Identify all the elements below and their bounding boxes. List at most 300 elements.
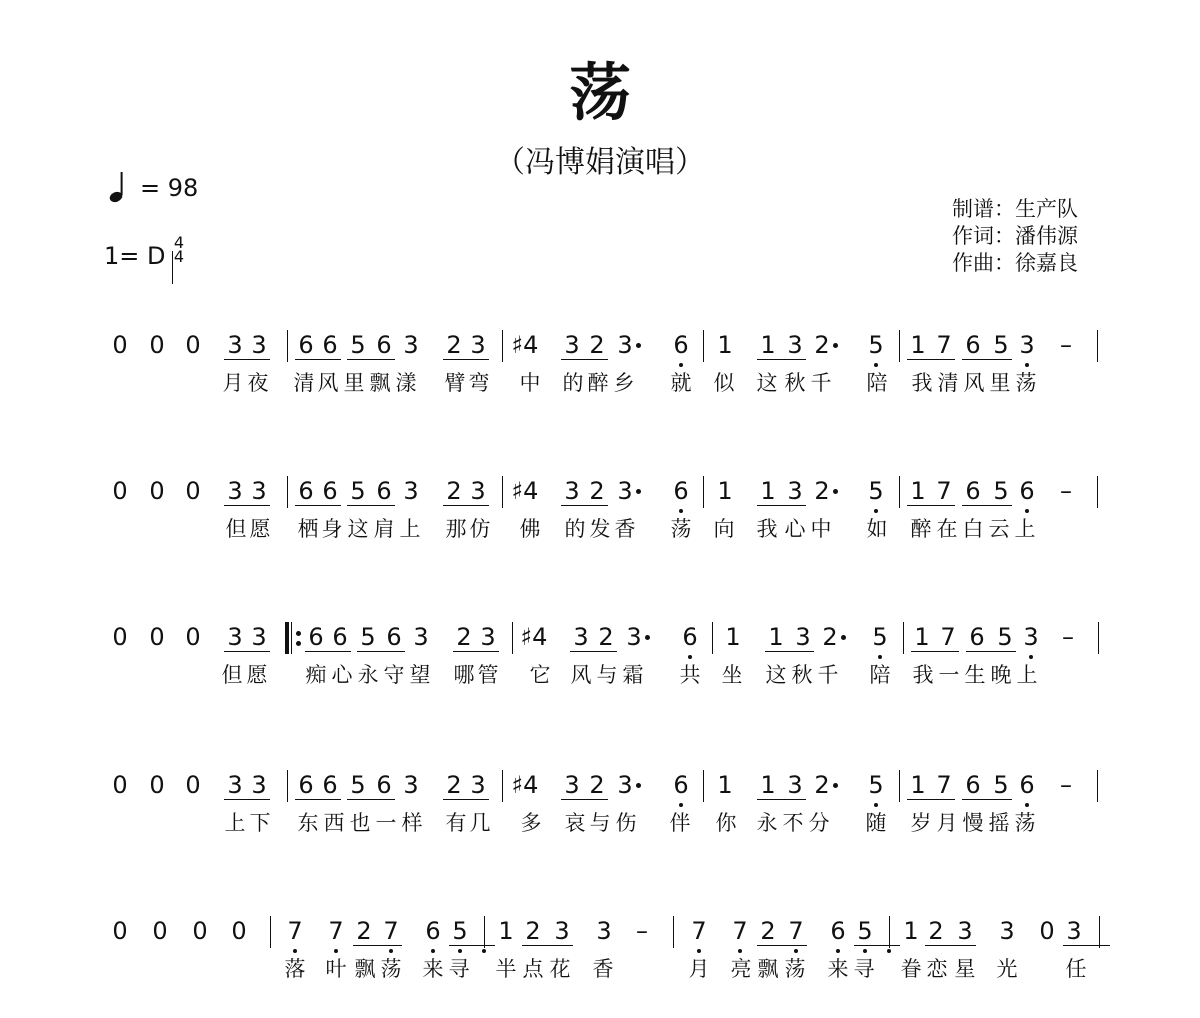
lyric-char: 中 xyxy=(810,517,832,541)
lyric-char: 分 xyxy=(808,811,830,835)
note: 3 xyxy=(227,771,243,799)
underline-beam xyxy=(347,799,395,800)
lyric-char: 霜 xyxy=(622,663,644,687)
lyric-char: 你 xyxy=(715,811,737,835)
underline-beam xyxy=(757,505,806,506)
lyric-char: 但 xyxy=(221,663,243,687)
underline-beam xyxy=(911,651,959,652)
lyric-char: 身 xyxy=(321,517,343,541)
note: 6 xyxy=(308,623,324,651)
time-signature xyxy=(172,233,186,266)
underline-beam xyxy=(443,359,489,360)
barline xyxy=(1099,916,1100,948)
note: 0 xyxy=(185,771,201,799)
lyric-char: 伤 xyxy=(615,811,637,835)
lyric-char: 佛 xyxy=(519,517,541,541)
lyric-char: 生 xyxy=(964,663,986,687)
barline xyxy=(287,330,288,362)
note: 1 xyxy=(717,331,733,359)
lyric-char: 守 xyxy=(383,663,405,687)
note: 3 xyxy=(403,331,419,359)
note: 2 xyxy=(446,477,462,505)
key-text: 1= D xyxy=(104,242,166,270)
lyric-char: 慢 xyxy=(962,811,984,835)
low-octave-dot xyxy=(334,949,338,953)
augmentation-dot xyxy=(636,489,641,494)
lyric-char: 肩 xyxy=(373,517,395,541)
note: ♯4 xyxy=(520,623,548,651)
note: ♯4 xyxy=(511,477,539,505)
barline xyxy=(703,476,704,508)
note: 3 xyxy=(999,917,1015,945)
note: 2 xyxy=(446,771,462,799)
underline-beam xyxy=(453,651,499,652)
note: 7 xyxy=(691,917,707,945)
lyric-char: 在 xyxy=(936,517,958,541)
lyric-char: 花 xyxy=(549,957,571,981)
note: 2 xyxy=(598,623,614,651)
lyric-char: 上 xyxy=(399,517,421,541)
lyric-char: 任 xyxy=(1065,957,1087,981)
underline-beam xyxy=(570,651,617,652)
note: 3 xyxy=(787,771,803,799)
note: 5 xyxy=(868,477,884,505)
song-title: 荡 xyxy=(568,56,631,129)
lyric-char: 光 xyxy=(996,957,1018,981)
lyric-char: 似 xyxy=(713,371,735,395)
barline xyxy=(502,476,503,508)
barline xyxy=(903,622,904,654)
dash-extension: – xyxy=(1060,331,1072,359)
lyric-char: 与 xyxy=(596,663,618,687)
credit-lyricist: 作词：潘伟源 xyxy=(952,224,1078,248)
note: 2 xyxy=(822,623,838,651)
note: 0 xyxy=(149,623,165,651)
note: 3 xyxy=(626,623,642,651)
note: 3 xyxy=(251,771,267,799)
low-octave-dot xyxy=(482,949,486,953)
underline-beam xyxy=(443,799,489,800)
note: 6 xyxy=(965,331,981,359)
lyric-char: 眷 xyxy=(900,957,922,981)
dash-extension: – xyxy=(636,917,648,945)
note: 6 xyxy=(298,331,314,359)
score-line xyxy=(0,916,1200,986)
note: 1 xyxy=(768,623,784,651)
lyric-char: 恋 xyxy=(926,957,948,981)
lyric-char: 寻 xyxy=(448,957,470,981)
note: 2 xyxy=(760,917,776,945)
lyric-char: 哪 xyxy=(453,663,475,687)
note: 3 xyxy=(251,623,267,651)
lyric-char: 点 xyxy=(522,957,544,981)
lyric-char: 上 xyxy=(1014,517,1036,541)
note: 0 xyxy=(1039,917,1055,945)
low-octave-dot xyxy=(878,655,882,659)
note: 5 xyxy=(997,623,1013,651)
note: 2 xyxy=(589,331,605,359)
lyric-char: 来 xyxy=(827,957,849,981)
lyric-char: 醉 xyxy=(910,517,932,541)
note: 0 xyxy=(192,917,208,945)
augmentation-dot xyxy=(833,489,838,494)
lyric-char: 心 xyxy=(784,517,806,541)
lyric-char: 星 xyxy=(954,957,976,981)
note: 6 xyxy=(322,771,338,799)
note: 2 xyxy=(589,771,605,799)
note: 5 xyxy=(350,331,366,359)
low-octave-dot xyxy=(679,803,683,807)
note: 5 xyxy=(872,623,888,651)
note: 0 xyxy=(112,623,128,651)
barline xyxy=(1097,476,1098,508)
barline xyxy=(502,330,503,362)
note: 3 xyxy=(1019,331,1035,359)
note: 7 xyxy=(940,623,956,651)
lyric-char: 我 xyxy=(756,517,778,541)
note: 6 xyxy=(298,771,314,799)
lyric-char: 的 xyxy=(564,517,586,541)
barline xyxy=(287,770,288,802)
time-signature-top: 4 xyxy=(173,233,185,252)
underline-beam xyxy=(765,651,814,652)
lyric-char: 月 xyxy=(222,371,244,395)
low-octave-dot xyxy=(1025,803,1029,807)
lyric-char: 秋 xyxy=(791,663,813,687)
note: 6 xyxy=(673,771,689,799)
underline-beam xyxy=(224,359,270,360)
lyric-char: 陪 xyxy=(869,663,891,687)
underline-beam xyxy=(1063,945,1110,946)
barline xyxy=(673,916,674,948)
note: 1 xyxy=(910,771,926,799)
lyric-char: 落 xyxy=(284,957,306,981)
barline xyxy=(270,916,271,948)
note: 1 xyxy=(760,771,776,799)
underline-beam xyxy=(966,651,1016,652)
note: 1 xyxy=(717,771,733,799)
underline-beam xyxy=(561,505,608,506)
lyric-char: 上 xyxy=(1016,663,1038,687)
underline-beam xyxy=(907,799,955,800)
augmentation-dot xyxy=(636,783,641,788)
lyric-char: 一 xyxy=(938,663,960,687)
note: 6 xyxy=(682,623,698,651)
underline-beam xyxy=(449,945,495,946)
lyric-char: 飘 xyxy=(354,957,376,981)
low-octave-dot xyxy=(887,949,891,953)
note: 6 xyxy=(376,331,392,359)
lyric-char: 望 xyxy=(409,663,431,687)
score-line xyxy=(0,330,1200,400)
barline xyxy=(703,770,704,802)
lyric-char: 那 xyxy=(445,517,467,541)
lyric-char: 心 xyxy=(331,663,353,687)
note: 6 xyxy=(386,623,402,651)
note: 0 xyxy=(112,331,128,359)
underline-beam xyxy=(757,359,806,360)
note: 1 xyxy=(914,623,930,651)
lyric-char: 白 xyxy=(962,517,984,541)
low-octave-dot xyxy=(874,509,878,513)
underline-beam xyxy=(224,799,270,800)
note: 3 xyxy=(787,477,803,505)
note: 3 xyxy=(573,623,589,651)
credits-block xyxy=(952,196,1078,277)
note: 6 xyxy=(673,331,689,359)
note: 3 xyxy=(564,477,580,505)
lyric-char: 栖 xyxy=(297,517,319,541)
augmentation-dot xyxy=(636,343,641,348)
lyric-char: 样 xyxy=(401,811,423,835)
song-subtitle: （冯博娟演唱） xyxy=(495,145,705,180)
note: 3 xyxy=(596,917,612,945)
augmentation-dot xyxy=(833,783,838,788)
note: 5 xyxy=(360,623,376,651)
note: 6 xyxy=(965,477,981,505)
dash-extension: – xyxy=(1060,477,1072,505)
lyric-char: 里 xyxy=(343,371,365,395)
note: 0 xyxy=(149,331,165,359)
note: 0 xyxy=(112,771,128,799)
underline-beam xyxy=(295,359,341,360)
lyric-char: 香 xyxy=(592,957,614,981)
lyric-char: 多 xyxy=(520,811,542,835)
note: 3 xyxy=(1023,623,1039,651)
note: 3 xyxy=(1066,917,1082,945)
lyric-char: 岁 xyxy=(910,811,932,835)
lyric-char: 它 xyxy=(529,663,551,687)
note: 2 xyxy=(814,771,830,799)
note: 3 xyxy=(470,477,486,505)
lyric-char: 亮 xyxy=(730,957,752,981)
note: 1 xyxy=(760,477,776,505)
note: 0 xyxy=(231,917,247,945)
lyric-char: 上 xyxy=(224,811,246,835)
note: 3 xyxy=(564,331,580,359)
underline-beam xyxy=(757,945,807,946)
low-octave-dot xyxy=(874,363,878,367)
score-line xyxy=(0,476,1200,546)
barline xyxy=(899,330,900,362)
underline-beam xyxy=(757,799,806,800)
note: 6 xyxy=(332,623,348,651)
barline xyxy=(899,770,900,802)
note: 3 xyxy=(403,771,419,799)
lyric-char: 愿 xyxy=(249,517,271,541)
underline-beam xyxy=(347,359,395,360)
low-octave-dot xyxy=(679,509,683,513)
lyric-char: 我 xyxy=(911,371,933,395)
note: 1 xyxy=(725,623,741,651)
barline xyxy=(287,476,288,508)
note: 0 xyxy=(149,771,165,799)
lyric-char: 荡 xyxy=(670,517,692,541)
note: 7 xyxy=(328,917,344,945)
lyric-char: 摇 xyxy=(988,811,1010,835)
note: 7 xyxy=(936,331,952,359)
underline-beam xyxy=(962,505,1012,506)
note: 0 xyxy=(185,477,201,505)
note: 1 xyxy=(910,331,926,359)
lyric-char: 一 xyxy=(375,811,397,835)
note: 2 xyxy=(814,331,830,359)
low-octave-dot xyxy=(863,949,867,953)
note: 3 xyxy=(227,331,243,359)
low-octave-dot xyxy=(1029,655,1033,659)
lyric-char: 共 xyxy=(679,663,701,687)
note: 5 xyxy=(993,477,1009,505)
lyric-char: 管 xyxy=(477,663,499,687)
note: 2 xyxy=(814,477,830,505)
note: 0 xyxy=(152,917,168,945)
note: 3 xyxy=(470,331,486,359)
barline xyxy=(512,622,513,654)
note: 5 xyxy=(350,771,366,799)
lyric-char: 飘 xyxy=(369,371,391,395)
lyric-char: 但 xyxy=(225,517,247,541)
underline-beam xyxy=(305,651,351,652)
note: 3 xyxy=(480,623,496,651)
credit-arranger: 制谱：生产队 xyxy=(952,197,1078,221)
note: 3 xyxy=(251,477,267,505)
low-octave-dot xyxy=(688,655,692,659)
lyric-char: 几 xyxy=(469,811,491,835)
lyric-char: 伴 xyxy=(669,811,691,835)
low-octave-dot xyxy=(697,949,701,953)
note: 2 xyxy=(446,331,462,359)
underline-beam xyxy=(907,505,955,506)
lyric-char: 月 xyxy=(936,811,958,835)
note: 3 xyxy=(251,331,267,359)
lyric-char: 如 xyxy=(866,517,888,541)
lyric-char: 醉 xyxy=(587,371,609,395)
note: 5 xyxy=(350,477,366,505)
note: 3 xyxy=(227,477,243,505)
note: 6 xyxy=(1019,771,1035,799)
note: 3 xyxy=(957,917,973,945)
note: 5 xyxy=(993,771,1009,799)
quarter-note-icon xyxy=(106,170,136,204)
note: 6 xyxy=(830,917,846,945)
lyric-char: 荡 xyxy=(784,957,806,981)
lyric-char: 千 xyxy=(810,371,832,395)
lyric-char: 这 xyxy=(347,517,369,541)
lyric-char: 乡 xyxy=(613,371,635,395)
lyric-char: 风 xyxy=(570,663,592,687)
lyric-char: 风 xyxy=(963,371,985,395)
note: 6 xyxy=(298,477,314,505)
lyric-char: 漾 xyxy=(395,371,417,395)
barline xyxy=(502,770,503,802)
lyric-char: 中 xyxy=(519,371,541,395)
dash-extension: – xyxy=(1062,623,1074,651)
lyric-char: 弯 xyxy=(468,371,490,395)
lyric-char: 叶 xyxy=(325,957,347,981)
lyric-char: 与 xyxy=(589,811,611,835)
note: 3 xyxy=(413,623,429,651)
low-octave-dot xyxy=(679,363,683,367)
note: ♯4 xyxy=(511,771,539,799)
score-line xyxy=(0,770,1200,840)
note: 3 xyxy=(795,623,811,651)
lyric-char: 发 xyxy=(589,517,611,541)
note: 6 xyxy=(322,477,338,505)
barline xyxy=(1097,770,1098,802)
underline-beam xyxy=(854,945,900,946)
low-octave-dot xyxy=(874,803,878,807)
note: 7 xyxy=(383,917,399,945)
note: 5 xyxy=(452,917,468,945)
lyric-char: 清 xyxy=(293,371,315,395)
note: 5 xyxy=(993,331,1009,359)
low-octave-dot xyxy=(1025,509,1029,513)
note: 1 xyxy=(910,477,926,505)
lyric-char: 这 xyxy=(756,371,778,395)
lyric-char: 痴 xyxy=(305,663,327,687)
lyric-char: 东 xyxy=(297,811,319,835)
low-octave-dot xyxy=(738,949,742,953)
note: 7 xyxy=(936,771,952,799)
lyric-char: 随 xyxy=(865,811,887,835)
barline xyxy=(484,916,485,948)
underline-beam xyxy=(224,651,270,652)
note: 6 xyxy=(969,623,985,651)
note: 3 xyxy=(470,771,486,799)
lyric-char: 陪 xyxy=(866,371,888,395)
note: 0 xyxy=(112,917,128,945)
note: 0 xyxy=(185,331,201,359)
note: 2 xyxy=(928,917,944,945)
low-octave-dot xyxy=(836,949,840,953)
note: 3 xyxy=(617,771,633,799)
note: 5 xyxy=(868,771,884,799)
underline-beam xyxy=(295,799,341,800)
note: 0 xyxy=(112,477,128,505)
lyric-char: 夜 xyxy=(247,371,269,395)
lyric-char: 风 xyxy=(317,371,339,395)
credit-composer: 作曲：徐嘉良 xyxy=(952,251,1078,275)
note: 2 xyxy=(589,477,605,505)
lyric-char: 这 xyxy=(765,663,787,687)
note: 7 xyxy=(788,917,804,945)
lyric-char: 我 xyxy=(912,663,934,687)
underline-beam xyxy=(962,799,1012,800)
time-signature-bottom: 4 xyxy=(173,247,185,266)
lyric-char: 荡 xyxy=(1014,811,1036,835)
note: 3 xyxy=(403,477,419,505)
lyric-char: 来 xyxy=(422,957,444,981)
note: 0 xyxy=(149,477,165,505)
augmentation-dot xyxy=(645,635,650,640)
augmentation-dot xyxy=(833,343,838,348)
underline-beam xyxy=(561,359,608,360)
barline xyxy=(899,476,900,508)
underline-beam xyxy=(925,945,976,946)
note: 6 xyxy=(376,771,392,799)
underline-beam xyxy=(962,359,1012,360)
lyric-char: 哀 xyxy=(564,811,586,835)
underline-beam xyxy=(561,799,608,800)
note: 6 xyxy=(322,331,338,359)
lyric-char: 不 xyxy=(782,811,804,835)
note: 7 xyxy=(936,477,952,505)
note: 5 xyxy=(868,331,884,359)
note: 1 xyxy=(760,331,776,359)
lyric-char: 半 xyxy=(495,957,517,981)
note: 7 xyxy=(287,917,303,945)
low-octave-dot xyxy=(1025,363,1029,367)
